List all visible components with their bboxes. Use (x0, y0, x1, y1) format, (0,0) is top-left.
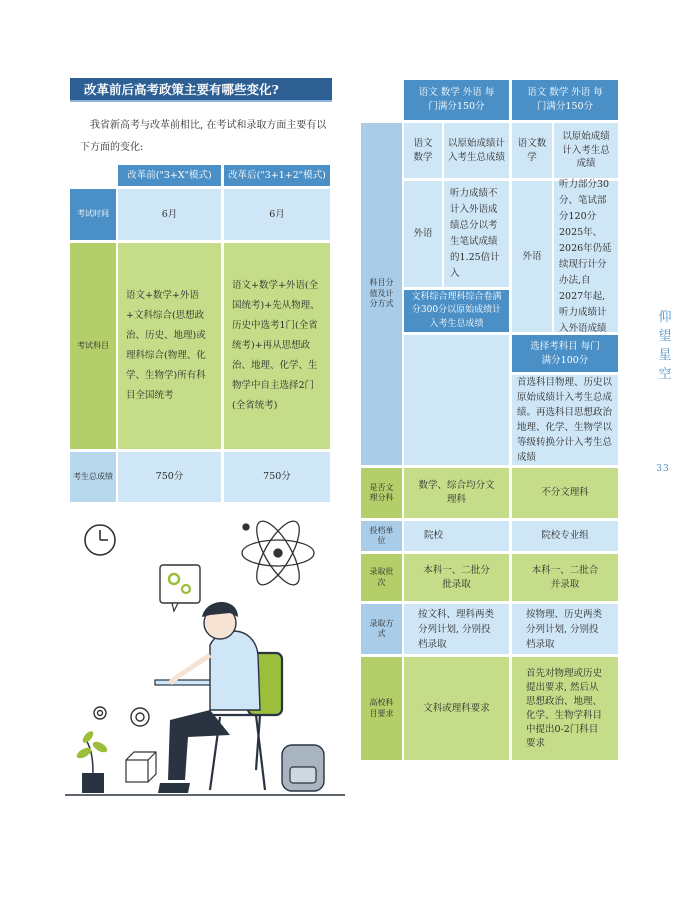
backpack-icon (282, 745, 324, 791)
xuankao-head: 选择考科目 每门满分100分 (512, 335, 618, 372)
row-label-pici: 录取批次 (361, 554, 402, 601)
waiyu-label-after: 外语 (512, 181, 552, 332)
cube-icon (126, 752, 156, 782)
side-title (655, 308, 675, 384)
row-label-exam-time: 考试时间 (70, 189, 116, 240)
exam-time-after: 6月 (224, 189, 330, 240)
head-after: 语文 数学 外语 每门满分150分 (512, 80, 618, 120)
yaoqiu-after: 首先对物理或历史提出要求, 然后从思想政治、地理、化学、生物学科目中提出0-2门科目要求 (512, 657, 618, 760)
intro-paragraph: 我省新高考与改革前相比, 在考试和录取方面主要有以下方面的变化: (80, 120, 327, 153)
row-label-toudang: 投档单位 (361, 521, 402, 551)
blank-before-cell (404, 335, 509, 465)
row-label-fangshi: 录取方式 (361, 604, 402, 654)
raw-score-after: 以原始成绩计入考生总成绩 (554, 123, 618, 178)
side-char-2: 望 (658, 329, 672, 344)
total-score-after: 750分 (224, 452, 330, 502)
yuwen-shuxue-before: 语文数学 (404, 123, 442, 178)
exam-time-before: 6月 (118, 189, 221, 240)
toudang-before: 院校 (404, 521, 509, 551)
fangshi-after: 按物理、历史两类分列计划, 分别投档录取 (512, 604, 618, 654)
yuwen-shuxue-after: 语文数学 (512, 123, 552, 178)
student-figure-icon (158, 602, 260, 793)
row-label-total-score: 考生总成绩 (70, 452, 116, 502)
student-illustration (60, 505, 350, 805)
waiyu-after: 听力部分30分、笔试部分120分2025年、2026年仍延续现行计分办法,自2027年起,听力成绩计入外语成绩 (554, 181, 618, 332)
gear-icon (94, 707, 149, 726)
side-char-3: 星 (658, 348, 672, 363)
raw-score-before: 以原始成绩计入考生总成绩 (444, 123, 509, 178)
toudang-after: 院校专业组 (512, 521, 618, 551)
yaoqiu-before: 文科或理科要求 (404, 657, 509, 760)
header-before: 改革前("3+X"模式) (118, 165, 221, 186)
waiyu-label-before: 外语 (404, 181, 442, 287)
subjects-before: 语文+数学+外语+文科综合(思想政治、历史、地理)或理科综合(物理、化学、生物学)所有科目全国统考 (118, 243, 221, 449)
idea-bubble-icon (160, 565, 200, 611)
section-title: 改革前后高考政策主要有哪些变化? (70, 78, 332, 100)
wenli-before: 数学、综合均分文理科 (404, 468, 509, 518)
plant-icon (75, 729, 109, 793)
row-label-wenli: 是否文理分科 (361, 468, 402, 518)
desk-icon (155, 680, 215, 685)
row-label-score-method: 科目分值及计分方式 (361, 123, 402, 465)
waiyu-before: 听力成绩不计入外语成绩总分以考生笔试成绩的1.25倍计入 (444, 181, 509, 287)
title-underline (70, 100, 332, 102)
side-char-4: 空 (658, 367, 672, 382)
header-after: 改革后("3+1+2"模式) (224, 165, 330, 186)
clock-icon (85, 525, 115, 555)
page-number: 33 (656, 464, 670, 474)
total-score-before: 750分 (118, 452, 221, 502)
atom-icon (242, 515, 314, 590)
zonghe-before: 文科综合理科综合卷满分300分以原始成绩计入考生总成绩 (404, 290, 509, 332)
pici-after: 本科一、二批合并录取 (512, 554, 618, 601)
side-char-1: 仰 (658, 310, 672, 325)
pici-before: 本科一、二批分批录取 (404, 554, 509, 601)
wenli-after: 不分文理科 (512, 468, 618, 518)
row-label-yaoqiu: 高校科目要求 (361, 657, 402, 760)
fangshi-before: 按文科、理科两类分列计划, 分别投档录取 (404, 604, 509, 654)
head-before: 语文 数学 外语 每门满分150分 (404, 80, 509, 120)
subjects-after: 语文+数学+外语(全国统考)+先从物理、历史中选考1门(全省统考)+再从思想政治、地理、化学、生物学中自主选择2门(全省统考) (224, 243, 330, 449)
xuankao-after: 首选科目物理、历史以原始成绩计入考生总成绩。再选科目思想政治地理、化学、生物学以等级转换分计入考生总成绩 (512, 375, 618, 465)
row-label-subjects: 考试科目 (70, 243, 116, 449)
